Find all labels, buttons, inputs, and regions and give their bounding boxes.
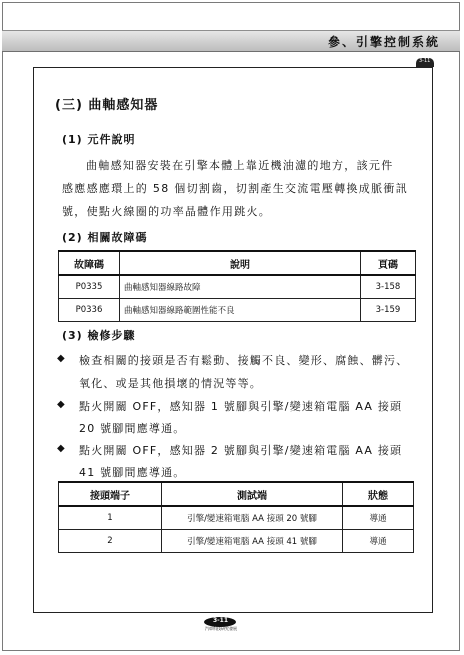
component-line-1: 曲軸感知器安裝在引擎本體上靠近機油濾的地方，該元件 [86,159,394,172]
component-line-3: 號，使點火線圈的功率晶體作用跳火。 [62,205,272,218]
bullet-2-line-2: 20 號腳間應導通。 [79,422,186,435]
table-row [59,506,414,530]
fault-page: 3-158 [361,275,416,299]
diamond-bullet-icon: ◆ [57,399,65,410]
test-point: 引擎/變速箱電腦 AA 接頭 20 號腳 [162,506,343,530]
continuity-test-table [58,481,414,553]
page-tab-label: 3-11 [419,58,431,64]
fault-table-header [59,251,416,275]
page-tab [416,58,434,67]
fault-code: P0335 [59,275,120,299]
terminal-number: 2 [59,530,162,553]
test-table-header [59,482,414,506]
test-point: 引擎/變速箱電腦 AA 接頭 41 號腳 [162,530,343,553]
col-header-status: 狀態 [343,482,414,506]
diamond-bullet-icon: ◆ [57,353,65,364]
fault-code-heading: (2) 相關故障碼 [62,231,148,244]
col-header-page: 頁碼 [361,251,416,275]
fault-page: 3-159 [361,299,416,322]
fault-code-table [58,250,416,322]
test-status: 導通 [343,506,414,530]
bullet-2-line-1: 點火開關 OFF，感知器 1 號腳與引擎/變速箱電腦 AA 接頭 [79,400,403,413]
test-status: 導通 [343,530,414,553]
bullet-1-line-1: 檢查相關的接頭是否有鬆動、接觸不良、變形、腐蝕、髒污、 [79,354,409,367]
fault-desc: 曲軸感知器線路範圍性能不良 [120,299,361,322]
col-header-test: 測試端 [162,482,343,506]
fault-code: P0336 [59,299,120,322]
diamond-bullet-icon: ◆ [57,443,65,454]
bullet-3-line-2: 41 號腳間應導通。 [79,466,186,479]
inspection-heading: (3) 檢修步驟 [62,329,136,342]
table-row [59,275,416,299]
footer-page-badge [204,617,236,631]
fault-desc: 曲軸感知器線路故障 [120,275,361,299]
table-row [59,530,414,553]
table-row [59,299,416,322]
footer-page-number: 3-11 [213,617,229,624]
component-heading: (1) 元件說明 [62,133,136,146]
col-header-desc: 說明 [120,251,361,275]
col-header-code: 故障碼 [59,251,120,275]
col-header-terminal: 接頭端子 [59,482,162,506]
component-line-2: 感應感應環上的 58 個切割齒，切割產生交流電壓轉換成脈衝訊 [62,182,408,195]
terminal-number: 1 [59,506,162,530]
section-title: (三) 曲軸感知器 [55,98,159,113]
chapter-title: 參、引擎控制系統 [327,35,440,49]
bullet-1-line-2: 氧化、或是其他損壞的情況等等。 [79,377,262,390]
bullet-3-line-1: 點火開關 OFF，感知器 2 號腳與引擎/變速箱電腦 AA 接頭 [79,444,403,457]
footer-caption: 汽車科技研究發展 [205,626,237,631]
